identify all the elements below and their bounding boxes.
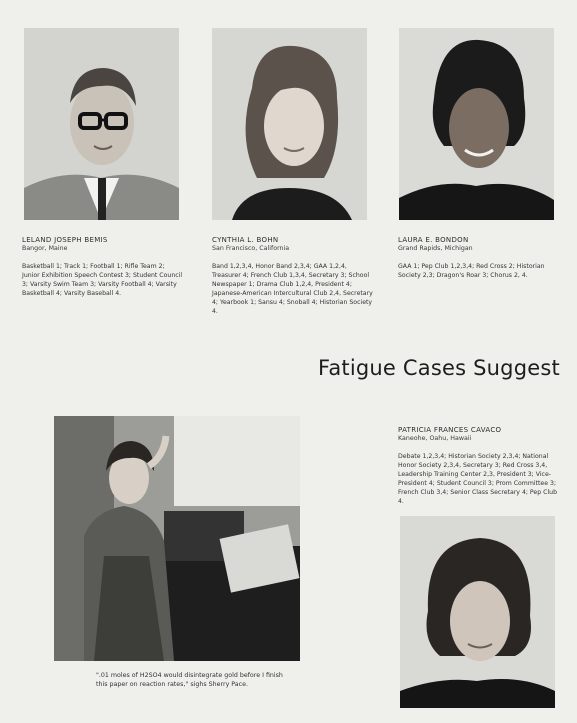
student-activities: Band 1,2,3,4, Honor Band 2,3,4; GAA 1,2,4, Treasurer 4; French Club 1,3,4, Secretary 3; School Newspaper 1; Drama Club 1,2,4, President 4; Japanese-American Intercultural Club 2,4, Secretary 4; Yearbook 1; Sansu 4; Snoball 4; Historian Society 4. — [212, 263, 373, 315]
portrait-patricia-cavaco — [400, 516, 555, 708]
student-hometown: Bangor, Maine — [22, 245, 68, 252]
student-activities: Basketball 1; Track 1; Football 1; Rifle Team 2; Junior Exhibition Speech Contest 3; Student Council 3; Varsity Swim Team 3; Varsity Football 4; Varsity Basketball 4; Varsity Baseball 4. — [22, 263, 183, 297]
student-activities: GAA 1; Pep Club 1,2,3,4; Red Cross 2; Historian Society 2,3; Dragon's Roar 3; Chorus 2, 4. — [398, 263, 545, 279]
student-name: LAURA E. BONDON — [398, 236, 469, 244]
student-name: LELAND JOSEPH BEMIS — [22, 236, 108, 244]
student-name: PATRICIA FRANCES CAVACO — [398, 426, 502, 434]
student-name: CYNTHIA L. BOHN — [212, 236, 279, 244]
portrait-leland-bemis — [24, 28, 179, 220]
portrait-laura-bondon — [399, 28, 554, 220]
candid-caption: ".01 moles of H2SO4 would disintegrate gold before I finish this paper on reaction rates," sighs Sherry Pace. — [96, 672, 283, 688]
candid-photo-student-studying — [54, 416, 300, 661]
student-hometown: Kaneohe, Oahu, Hawaii — [398, 435, 472, 442]
portrait-cynthia-bohn — [212, 28, 367, 220]
student-activities: Debate 1,2,3,4; Historian Society 2,3,4; National Honor Society 2,3,4, Secretary 3; Red Cross 3,4, Leadership Training Center 2,3, President 3; Vice-President 4; Student Council 3; Prom Committee 3; French Club 3,4; Senior Class Secretary 4; Pep Club 4. — [398, 453, 558, 505]
student-hometown: Grand Rapids, Michigan — [398, 245, 473, 252]
section-headline: Fatigue Cases Suggest — [318, 356, 560, 380]
student-hometown: San Francisco, California — [212, 245, 290, 252]
